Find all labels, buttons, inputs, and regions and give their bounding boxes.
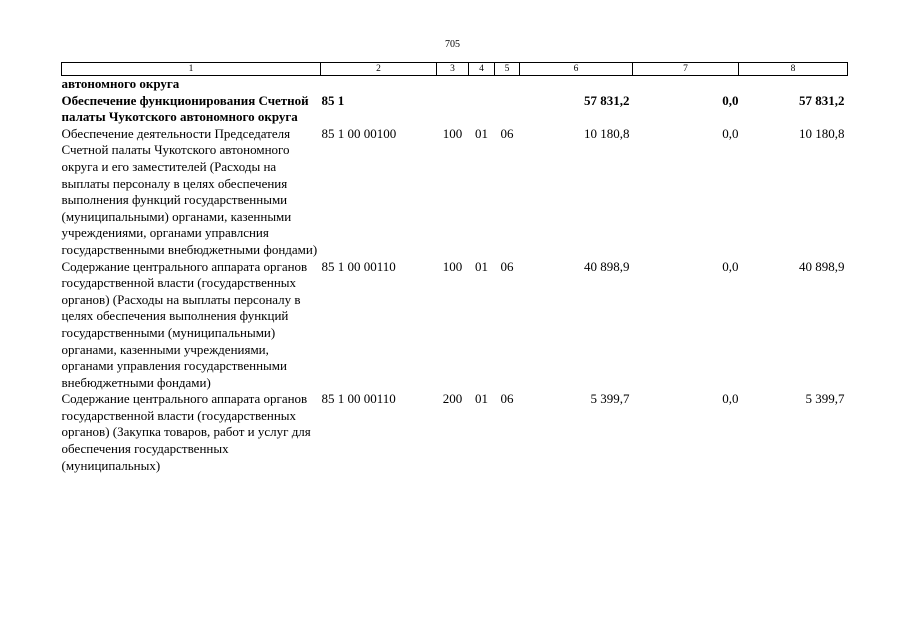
row-change: 0,0 — [722, 391, 739, 407]
table-row — [62, 391, 848, 474]
row-name: Обеспечение функционирования Счетной палаты Чукотского автономного округа — [61, 92, 309, 125]
row-code: 85 1 00 00100 — [321, 125, 397, 141]
row-sum: 5 399,7 — [590, 391, 630, 407]
row-sum — [520, 76, 633, 93]
row-rz: 01 — [475, 125, 488, 141]
row-change: 0,0 — [722, 92, 739, 108]
row-total: 5 399,7 — [805, 391, 845, 407]
row-code: 85 1 00 00110 — [321, 391, 396, 407]
table-row — [62, 259, 848, 392]
header-col-3: 3 — [437, 63, 469, 76]
row-vr: 200 — [442, 391, 463, 407]
row-change — [633, 76, 739, 93]
row-code — [321, 76, 437, 93]
page-number: 705 — [445, 39, 460, 50]
row-sum: 10 180,8 — [584, 125, 630, 141]
header-col-5: 5 — [495, 63, 520, 76]
row-total — [739, 76, 848, 93]
row-change: 0,0 — [722, 125, 739, 141]
row-name: Содержание центрального аппарата органов государственной власти (государственных органов) (Закупка товаров, работ и услуг для обеспечения государственных (муниципальных) — [61, 391, 311, 473]
budget-table — [61, 62, 848, 474]
table-body — [62, 76, 848, 475]
row-name: автономного округа — [61, 76, 180, 91]
row-rz: 01 — [475, 391, 488, 407]
row-total: 10 180,8 — [799, 125, 845, 141]
row-pr — [495, 93, 520, 126]
row-pr — [495, 76, 520, 93]
header-col-1: 1 — [62, 63, 321, 76]
row-vr: 100 — [442, 258, 463, 274]
row-pr: 06 — [500, 391, 514, 407]
header-col-7: 7 — [633, 63, 739, 76]
row-pr: 06 — [500, 125, 514, 141]
row-name: Обеспечение деятельности Председателя Счетной палаты Чукотского автономного округа и его заместителей (Расходы на выплаты персоналу в целях обеспечения выполнения функций государственными (муниципальными) органами, казенными учреждениями, органами управлсния государственными внебюджетными фондами) — [61, 125, 318, 257]
row-sum: 40 898,9 — [584, 258, 630, 274]
table-header — [62, 63, 848, 76]
row-total: 40 898,9 — [799, 258, 845, 274]
row-pr: 06 — [500, 258, 514, 274]
row-code: 85 1 — [321, 92, 345, 108]
row-sum: 57 831,2 — [584, 92, 630, 108]
header-col-6: 6 — [520, 63, 633, 76]
table-row — [62, 93, 848, 126]
row-name: Содержание центрального аппарата органов государственной власти (государственных органов) (Расходы на выплаты персоналу в целях обеспечения выполнения функций государственными (муниципальными) органами, казенными учреждениями, органами управления государственными внебюджетными фондами) — [61, 258, 308, 390]
row-code: 85 1 00 00110 — [321, 258, 396, 274]
row-vr — [437, 93, 469, 126]
header-col-2: 2 — [321, 63, 437, 76]
header-col-8: 8 — [739, 63, 848, 76]
table-row — [62, 126, 848, 259]
row-vr — [437, 76, 469, 93]
header-row — [62, 63, 848, 76]
header-col-4: 4 — [469, 63, 495, 76]
row-rz — [469, 93, 495, 126]
row-total: 57 831,2 — [799, 92, 845, 108]
row-vr: 100 — [442, 125, 463, 141]
row-rz: 01 — [475, 258, 488, 274]
row-rz — [469, 76, 495, 93]
table-row — [62, 76, 848, 93]
row-change: 0,0 — [722, 258, 739, 274]
